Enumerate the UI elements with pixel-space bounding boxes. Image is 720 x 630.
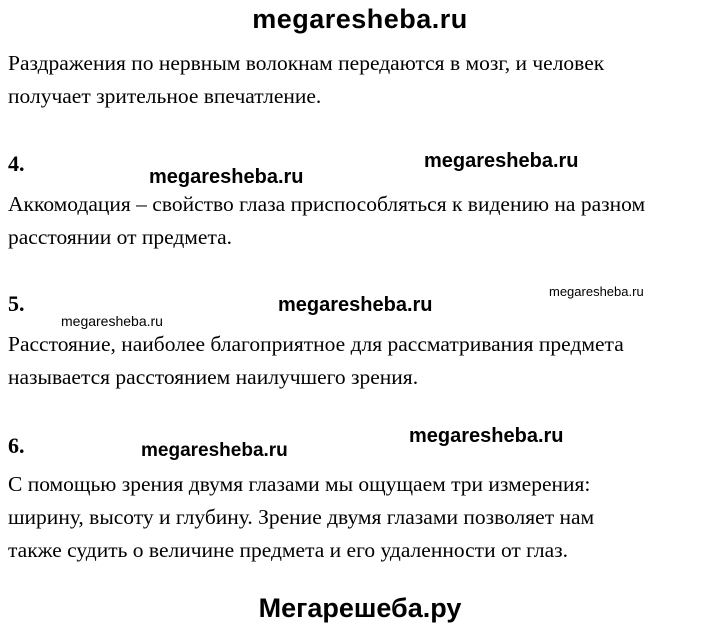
section4-paragraph [8, 188, 708, 254]
watermark-section6-left: megaresheba.ru [141, 440, 288, 461]
intro-line-2: получает зрительное впечатление. [8, 84, 322, 108]
watermark-section5-small-right: megaresheba.ru [549, 284, 644, 299]
top-watermark: megaresheba.ru [252, 4, 468, 34]
section5-paragraph [8, 328, 708, 394]
section4-line-2: расстоянии от предмета. [8, 225, 233, 249]
item-number-6: 6. [8, 433, 25, 458]
watermark-section6-right: megaresheba.ru [409, 425, 564, 447]
section6-line-3: также судить о величине предмета и его удаленности от глаз. [8, 538, 569, 562]
section6-line-2: ширину, высоту и глубину. Зрение двумя глазами позволяет нам [8, 505, 595, 529]
section5-line-2: называется расстоянием наилучшего зрения. [8, 365, 419, 389]
footer-brand: Мегарешеба.ру [258, 593, 462, 623]
watermark-section4-left: megaresheba.ru [149, 166, 304, 188]
section6-line-1: С помощью зрения двумя глазами мы ощущаем три измерения: [8, 472, 591, 496]
section4-line-1: Аккомодация – свойство глаза приспособляться к видению на разном [8, 192, 646, 216]
section5-line-1: Расстояние, наиболее благоприятное для рассматривания предмета [8, 332, 624, 356]
watermark-section5-center: megaresheba.ru [278, 294, 433, 316]
intro-paragraph [8, 47, 708, 113]
item-number-5: 5. [8, 291, 25, 316]
intro-line-1: Раздражения по нервным волокнам передаются в мозг, и человек [8, 51, 605, 75]
watermark-section5-small-left: megaresheba.ru [61, 313, 163, 329]
item-number-4: 4. [8, 151, 25, 176]
watermark-section4-right: megaresheba.ru [424, 150, 579, 172]
section6-paragraph [8, 468, 708, 567]
